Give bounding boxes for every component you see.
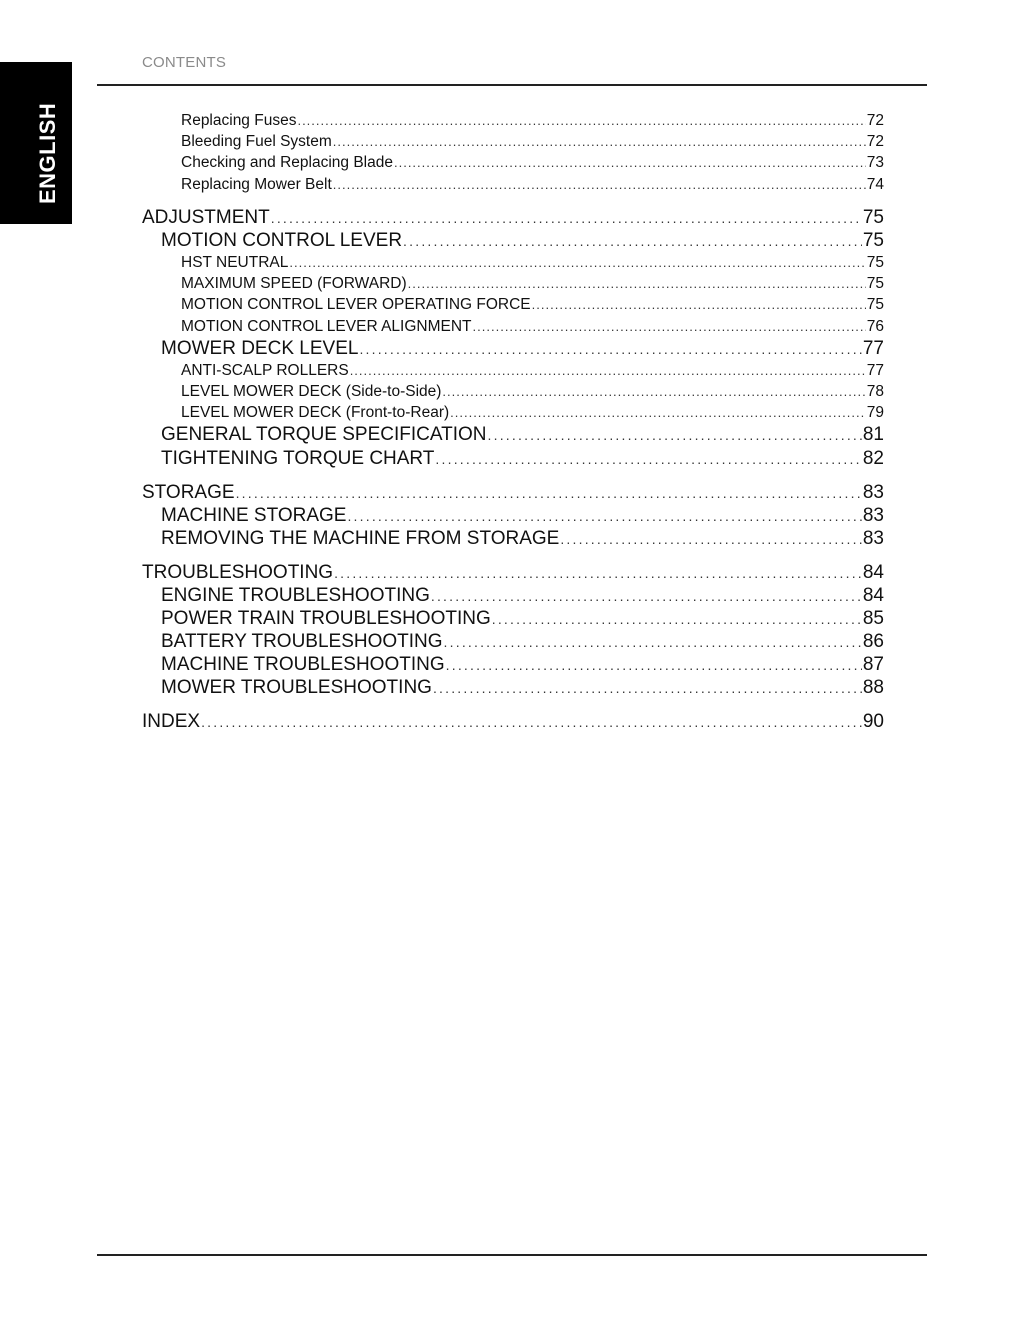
language-tab [0,62,72,224]
toc-entry-page-number: 74 [866,176,884,193]
toc-entry-title: ADJUSTMENT [142,207,270,228]
dot-leader [446,657,862,673]
dot-leader [433,680,862,696]
dot-leader [236,485,862,501]
toc-entry-page-number: 88 [862,677,884,698]
toc-entry-page-number: 77 [866,362,884,379]
dot-leader [408,276,866,291]
toc-entry-title: BATTERY TROUBLESHOOTING [161,631,443,652]
toc-entry-title: LEVEL MOWER DECK (Front-to-Rear) [181,404,450,421]
toc-entry-level-3[interactable] [181,404,884,422]
toc-entry-level-3[interactable] [181,254,884,272]
toc-entry-title: TROUBLESHOOTING [142,562,334,583]
language-tab-label: ENGLISH [35,102,60,204]
dot-leader [444,634,862,650]
toc-entry-title: Checking and Replacing Blade [181,154,393,171]
toc-entry-title: Bleeding Fuel System [181,133,332,150]
toc-entry-title: GENERAL TORQUE SPECIFICATION [161,424,487,445]
dot-leader [532,297,866,312]
toc-entry-level-3[interactable] [181,296,884,314]
toc-entry-title: MOTION CONTROL LEVER [161,230,403,251]
toc-entry-level-2[interactable] [161,528,884,550]
toc-entry-page-number: 81 [862,424,884,445]
toc-entry-page-number: 77 [862,338,884,359]
dot-leader [333,134,866,149]
dot-leader [394,155,866,170]
toc-entry-page-number: 79 [866,404,884,421]
toc-entry-page-number: 85 [862,608,884,629]
header-divider [97,84,927,86]
toc-entry-level-2[interactable] [161,230,884,252]
toc-entry-page-number: 73 [866,154,884,171]
footer-divider [97,1254,927,1256]
toc-entry-level-2[interactable] [161,654,884,676]
toc-entry-level-3[interactable] [181,112,884,130]
dot-leader [492,611,862,627]
dot-leader [289,255,865,270]
dot-leader [347,508,861,524]
dot-leader [435,451,861,467]
toc-entry-title: MOTION CONTROL LEVER ALIGNMENT [181,318,472,335]
toc-entry-title: MACHINE TROUBLESHOOTING [161,654,445,675]
toc-entry-level-3[interactable] [181,362,884,380]
toc-entry-page-number: 83 [862,482,884,503]
toc-entry-title: MOWER TROUBLESHOOTING [161,677,432,698]
toc-entry-page-number: 83 [862,505,884,526]
toc-entry-title: MOWER DECK LEVEL [161,338,359,359]
toc-entry-page-number: 90 [862,711,884,732]
toc-entry-level-3[interactable] [181,318,884,336]
toc-entry-page-number: 75 [862,207,884,228]
toc-entry-level-3[interactable] [181,133,884,151]
toc-entry-level-3[interactable] [181,154,884,172]
toc-entry-page-number: 76 [866,318,884,335]
toc-entry-level-2[interactable] [161,505,884,527]
toc-entry-title: MACHINE STORAGE [161,505,347,526]
toc-entry-page-number: 72 [866,133,884,150]
dot-leader [488,427,862,443]
toc-entry-level-2[interactable] [161,448,884,470]
toc-entry-level-2[interactable] [161,677,884,699]
toc-entry-page-number: 75 [862,230,884,251]
toc-entry-page-number: 84 [862,585,884,606]
toc-entry-page-number: 75 [866,254,884,271]
dot-leader [271,210,862,226]
toc-entry-level-2[interactable] [161,585,884,607]
toc-entry-level-2[interactable] [161,424,884,446]
toc-entry-level-3[interactable] [181,383,884,401]
toc-entry-level-1[interactable] [142,711,884,733]
toc-entry-page-number: 75 [866,275,884,292]
toc-entry-page-number: 83 [862,528,884,549]
toc-entry-page-number: 87 [862,654,884,675]
toc-entry-title: MOTION CONTROL LEVER OPERATING FORCE [181,296,531,313]
toc-entry-page-number: 72 [866,112,884,129]
toc-entry-title: Replacing Mower Belt [181,176,332,193]
toc-entry-page-number: 84 [862,562,884,583]
toc-entry-level-1[interactable] [142,207,884,229]
dot-leader [350,363,866,378]
toc-entry-title: ANTI-SCALP ROLLERS [181,362,349,379]
toc-entry-title: REMOVING THE MACHINE FROM STORAGE [161,528,560,549]
dot-leader [450,405,866,420]
dot-leader [333,177,866,192]
dot-leader [442,384,865,399]
toc-entry-page-number: 75 [866,296,884,313]
dot-leader [473,319,866,334]
dot-leader [359,341,861,357]
toc-entry-level-1[interactable] [142,482,884,504]
toc-entry-title: MAXIMUM SPEED (FORWARD) [181,275,407,292]
toc-entry-level-3[interactable] [181,176,884,194]
toc-entry-level-3[interactable] [181,275,884,293]
toc-entry-level-2[interactable] [161,608,884,630]
toc-entry-title: STORAGE [142,482,235,503]
toc-entry-title: INDEX [142,711,201,732]
toc-entry-title: POWER TRAIN TROUBLESHOOTING [161,608,491,629]
toc-entry-level-1[interactable] [142,562,884,584]
dot-leader [201,714,862,730]
dot-leader [560,531,862,547]
toc-entry-title: Replacing Fuses [181,112,297,129]
toc-entry-title: TIGHTENING TORQUE CHART [161,448,435,469]
toc-entry-title: ENGINE TROUBLESHOOTING [161,585,430,606]
toc-entry-page-number: 86 [862,631,884,652]
dot-leader [403,233,862,249]
dot-leader [297,113,865,128]
toc-entry-title: HST NEUTRAL [181,254,289,271]
toc-entry-title: LEVEL MOWER DECK (Side-to-Side) [181,383,442,400]
toc-entry-page-number: 82 [862,448,884,469]
toc-entry-page-number: 78 [866,383,884,400]
page-header-title: CONTENTS [142,54,227,71]
dot-leader [431,588,862,604]
toc-entry-level-2[interactable] [161,631,884,653]
toc-entry-level-2[interactable] [161,338,884,360]
dot-leader [334,565,862,581]
